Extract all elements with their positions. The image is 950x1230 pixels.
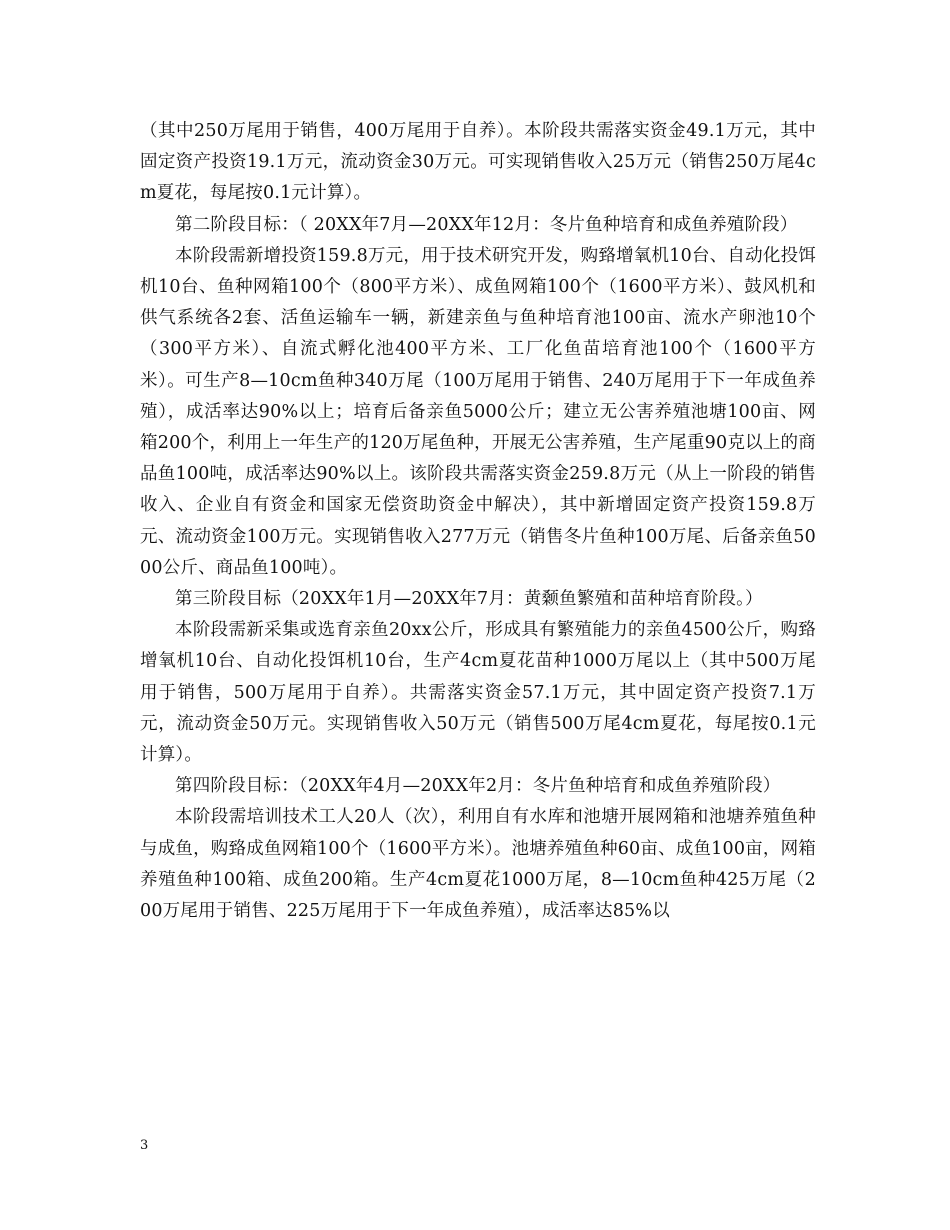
- paragraph-stage-two-body: 本阶段需新增投资159.8万元，用于技术研究开发，购臵增氧机10台、自动化投饵机10台、鱼种网箱100个（800平方米）、成鱼网箱100个（1600平方米）、鼓风机和供气系统各2套、活鱼运输车一辆，新建亲鱼与鱼种培育池100亩、流水产卵池10个（300平方米）、自流式孵化池400平方米、工厂化鱼苗培育池100个（1600平方米）。可生产8—10cm鱼种340万尾（100万尾用于销售、240万尾用于下一年成鱼养殖），成活率达90%以上；培育后备亲鱼5000公斤；建立无公害养殖池塘100亩、网箱200个，利用上一年生产的120万尾鱼种，开展无公害养殖，生产尾重90克以上的商品鱼100吨，成活率达90%以上。该阶段共需落实资金259.8万元（从上一阶段的销售收入、企业自有资金和国家无偿资助资金中解决），其中新增固定资产投资159.8万元、流动资金100万元。实现销售收入277万元（销售冬片鱼种100万尾、后备亲鱼5000公斤、商品鱼100吨）。: [140, 245, 816, 578]
- page-number: 3: [140, 1138, 149, 1153]
- paragraph-stage-four-heading: 第四阶段目标：（20XX年4月—20XX年2月：冬片鱼种培育和成鱼养殖阶段）: [175, 776, 781, 797]
- paragraph-stage-four-body: 本阶段需培训技术工人20人（次），利用自有水库和池塘开展网箱和池塘养殖鱼种与成鱼，购臵成鱼网箱100个（1600平方米）。池塘养殖鱼种60亩、成鱼100亩，网箱养殖鱼种100箱、成鱼200箱。生产4cm夏花1000万尾，8—10cm鱼种425万尾（200万尾用于销售、225万尾用于下一年成鱼养殖），成活率达85%以: [140, 807, 816, 922]
- paragraph-stage-three-heading: 第三阶段目标（20XX年1月—20XX年7月：黄颡鱼繁殖和苗种培育阶段。）: [175, 589, 763, 610]
- paragraph-stage-three-body: 本阶段需新采集或选育亲鱼20xx公斤，形成具有繁殖能力的亲鱼4500公斤，购臵增氧机10台、自动化投饵机10台，生产4cm夏花苗种1000万尾以上（其中500万尾用于销售，500万尾用于自养）。共需落实资金57.1万元，其中固定资产投资7.1万元，流动资金50万元。实现销售收入50万元（销售500万尾4cm夏花，每尾按0.1元计算）。: [140, 620, 816, 766]
- paragraph-continuation: （其中250万尾用于销售，400万尾用于自养）。本阶段共需落实资金49.1万元，其中固定资产投资19.1万元，流动资金30万元。可实现销售收入25万元（销售250万尾4cm夏花，每尾按0.1元计算）。: [140, 121, 816, 204]
- document-body: [140, 116, 816, 927]
- paragraph-stage-two-heading: 第二阶段目标：（ 20XX年7月—20XX年12月：冬片鱼种培育和成鱼养殖阶段）: [175, 214, 798, 235]
